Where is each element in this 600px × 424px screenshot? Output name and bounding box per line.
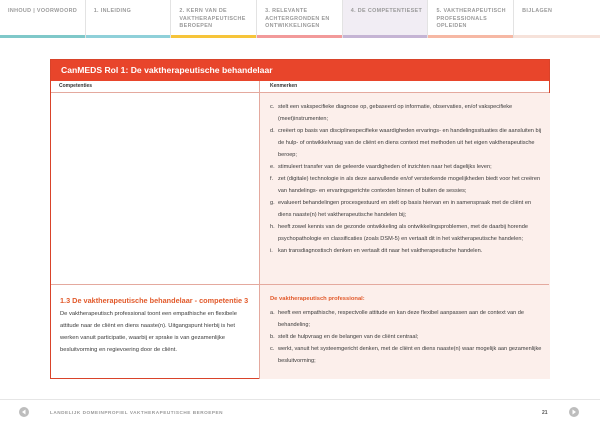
list-item: i. kan transdiagnostisch denken en vertaalt dit naar het vaktherapeutische handelen.: [270, 248, 483, 254]
nav-tab-label: 3. RELEVANTE ACHTERGRONDEN EN ONTWIKKELINGEN: [265, 8, 330, 30]
nav-tab-inleiding[interactable]: [86, 0, 172, 38]
column-divider: [259, 81, 260, 379]
previous-page-button[interactable]: [19, 407, 29, 417]
nav-tab-bijlagen[interactable]: [514, 0, 600, 38]
list-item: h. heeft zowel kennis van de gezonde ontwikkeling als ontwikkelingsproblemen, met de daarbij horende psychopathologie en classificaties (zoals DSM-5) en vertaalt dit in het vaktherapeutische handelen;: [270, 224, 529, 242]
nav-color-bar: [86, 35, 171, 38]
list-item: e. stimuleert transfer van de geleerde vaardigheden of inzichten naar het dagelijks leven;: [270, 164, 492, 170]
nav-tab-label: 1. INLEIDING: [93, 8, 132, 14]
table-title: CanMEDS Rol 1: De vaktherapeutische behandelaar: [51, 60, 549, 81]
competenties-cell-empty: [51, 93, 259, 284]
column-header-kenmerken: Kenmerken: [270, 83, 298, 89]
nav-tab-label: INHOUD | VOORWOORD: [8, 8, 78, 14]
nav-tab-label: 5. VAKTHERAPEUTISCH PROFESSIONALS OPLEIDEN: [436, 8, 506, 30]
nav-color-bar: [257, 35, 342, 38]
list-item: f. zet (digitale) technologie in als deze aanvullende en/of versterkende mogelijkheden biedt voor het creëren van handelings- en ervaringsgerichte contexten binnen of buiten de sessies;: [270, 176, 541, 194]
nav-tab-voorwoord[interactable]: [0, 0, 86, 38]
nav-tab-label: 2. KERN VAN DE VAKTHERAPEUTISCHE BEROEPEN: [179, 8, 246, 30]
list-item: d. creëert op basis van disciplinespecifieke waardigheden ervarings- en handelingssituaties die aansluiten bij de hulp- of ontwikkelvraag van de cliënt en diens context met methoden uit het eigen vaktherapeutische beroep;: [270, 128, 542, 158]
list-item: g. evalueert behandelingen procesgestuurd en stelt op basis hiervan en in samenspraak met de cliënt en diens naaste(n) het vaktherapeutische handelen bij;: [270, 200, 532, 218]
professional-heading: De vaktherapeutisch professional:: [270, 296, 365, 302]
nav-color-bar: [0, 35, 85, 38]
nav-color-bar: [428, 35, 513, 38]
nav-tab-label: BIJLAGEN: [522, 8, 553, 14]
nav-tab-opleiden[interactable]: [428, 0, 514, 38]
nav-color-bar: [514, 35, 600, 38]
nav-color-bar: [171, 35, 256, 38]
list-item: b. stelt de hulpvraag en de belangen van de cliënt centraal;: [270, 334, 419, 340]
competence-description: De vaktherapeutisch professional toont een empathische en flexibele attitude naar de cliënt en diens naaste(n). Uitgangspunt hierbij is het werken vanuit participatie, waarbij er sprake is van gezamenlijke besluitvorming en regievoering door de cliënt.: [60, 311, 237, 353]
header-divider: [51, 92, 549, 93]
top-navigation: [0, 0, 600, 38]
professional-list: [270, 307, 542, 367]
arrow-right-icon: [569, 407, 579, 417]
next-page-button[interactable]: [569, 407, 579, 417]
competence-title: 1.3 De vaktherapeutische behandelaar - competentie 3: [60, 296, 249, 305]
nav-tab-label: 4. DE COMPETENTIESET: [350, 8, 423, 14]
nav-tab-kern[interactable]: [171, 0, 257, 38]
row-divider: [51, 284, 549, 285]
arrow-left-icon: [19, 407, 29, 417]
footer-divider: [0, 399, 600, 400]
list-item: c. werkt, vanuit het systeemgericht denken, met de cliënt en diens naaste(n) waar mogelijk aan gezamenlijke besluitvorming;: [270, 346, 542, 364]
footer-title: LANDELIJK DOMEINPROFIEL VAKTHERAPEUTISCHE BEROEPEN: [50, 410, 224, 415]
canmeds-table: [50, 59, 550, 379]
nav-tab-achtergronden[interactable]: [257, 0, 343, 38]
list-item: c. stelt een vakspecifieke diagnose op, gebaseerd op informatie, observaties, en/of vakspecifieke (meet)instrumenten;: [270, 104, 513, 122]
nav-tab-competentieset[interactable]: [343, 0, 429, 38]
column-header-competenties: Competenties: [59, 83, 93, 89]
nav-color-bar: [343, 35, 428, 38]
page-number: 21: [542, 410, 548, 416]
list-item: a. heeft een empathische, respectvolle attitude en kan deze flexibel aanpassen aan de context van de behandeling;: [270, 310, 524, 328]
kenmerken-list: [270, 101, 542, 257]
